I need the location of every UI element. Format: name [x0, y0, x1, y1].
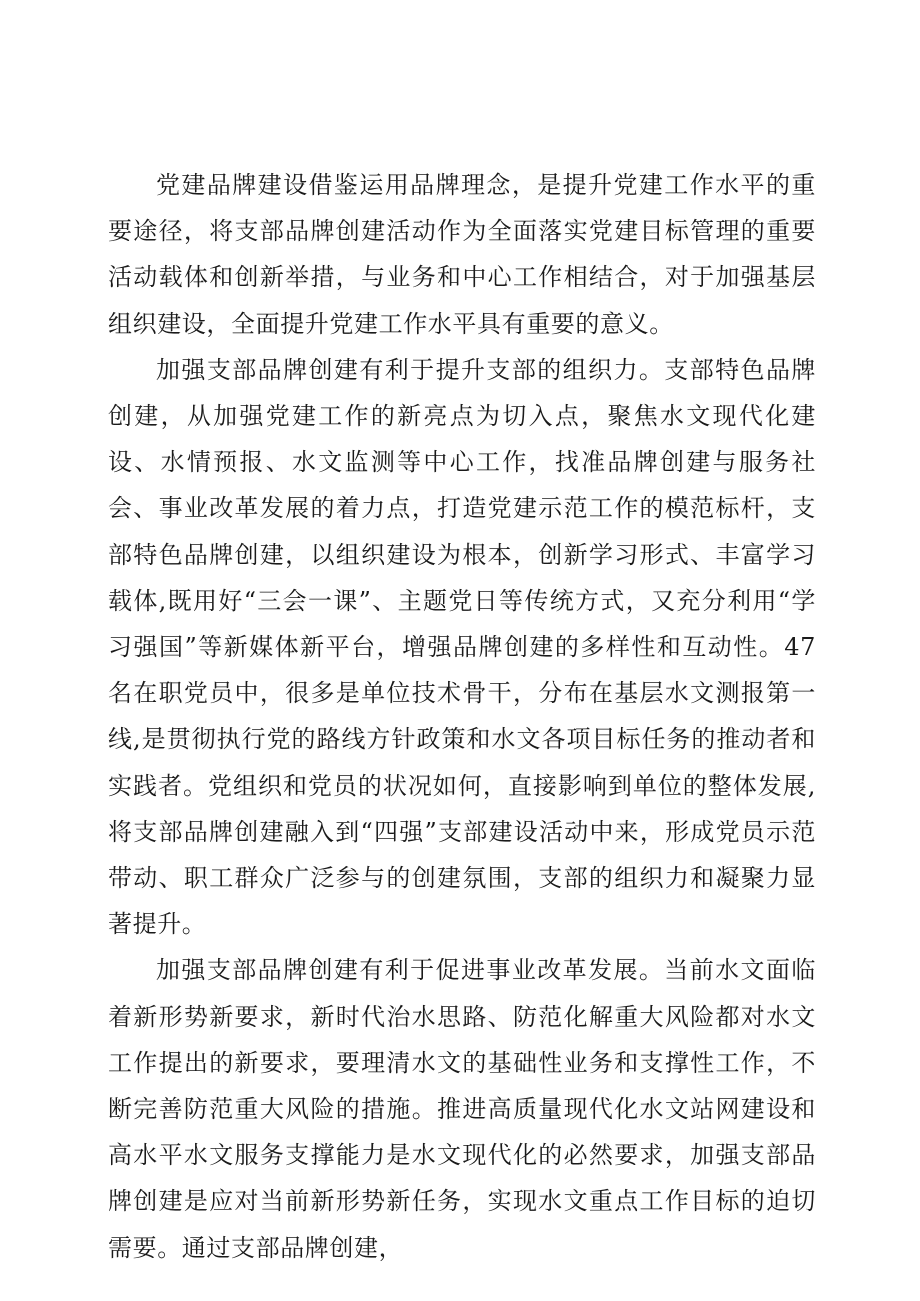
paragraph-2: 加强支部品牌创建有利于提升支部的组织力。支部特色品牌创建，从加强党建工作的新亮点为切入点，聚焦水文现代化建设、水情预报、水文监测等中心工作，找准品牌创建与服务社会、事业改革发展的着力点，打造党建示范工作的模范标杆，支部特色品牌创建，以组织建设为根本，创新学习形式、丰富学习载体,既用好“三会一课”、主题党日等传统方式，又充分利用“学习强国”等新媒体新平台，增强品牌创建的多样性和互动性。47名在职党员中，很多是单位技术骨干，分布在基层水文测报第一线,是贯彻执行党的路线方针政策和水文各项目标任务的推动者和实践者。党组织和党员的状况如何，直接影响到单位的整体发展,将支部品牌创建融入到“四强”支部建设活动中来，形成党员示范带动、职工群众广泛参与的创建氛围，支部的组织力和凝聚力显著提升。 [108, 355, 816, 939]
paragraph-3: 加强支部品牌创建有利于促进事业改革发展。当前水文面临着新形势新要求，新时代治水思路、防范化解重大风险都对水文工作提出的新要求，要理清水文的基础性业务和支撑性工作，不断完善防范重大风险的措施。推进高质量现代化水文站网建设和高水平水文服务支撑能力是水文现代化的必然要求，加强支部品牌创建是应对当前新形势新任务，实现水文重点工作目标的迫切需要。通过支部品牌创建， [108, 956, 816, 1262]
paragraph-1: 党建品牌建设借鉴运用品牌理念，是提升党建工作水平的重要途径，将支部品牌创建活动作为全面落实党建目标管理的重要活动载体和创新举措，与业务和中心工作相结合，对于加强基层组织建设，全面提升党建工作水平具有重要的意义。 [108, 171, 816, 338]
document-body [108, 162, 816, 1271]
